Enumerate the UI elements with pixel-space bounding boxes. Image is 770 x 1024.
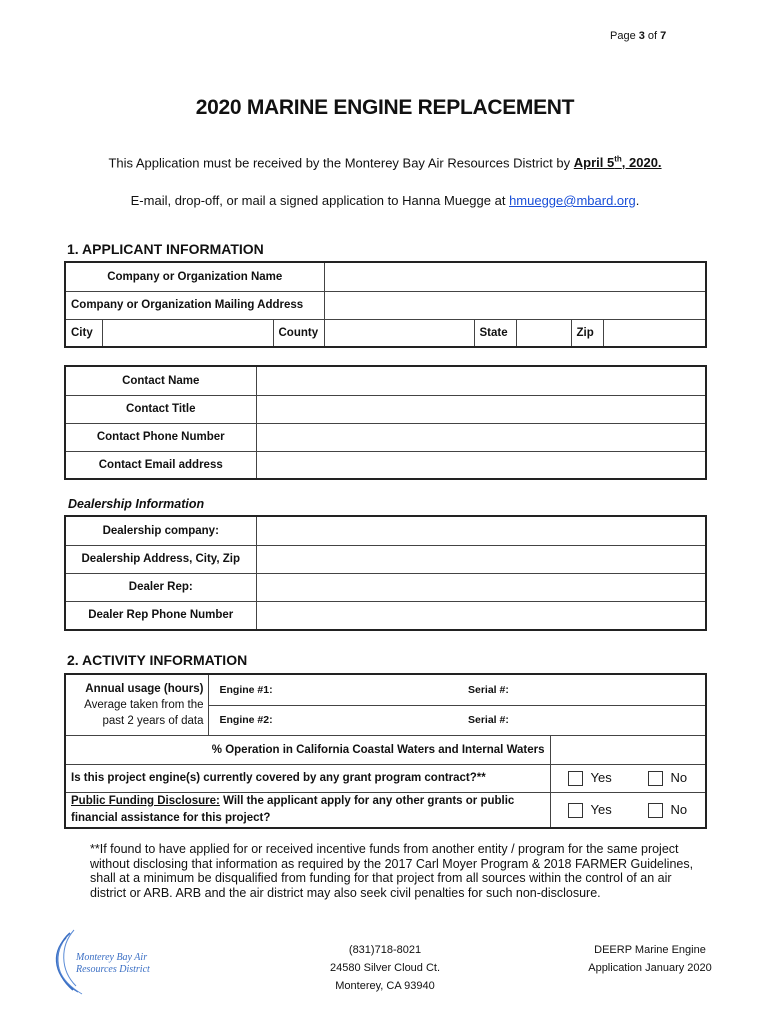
page-number: Page 3 of 7 xyxy=(610,30,667,42)
engine2-label: Engine #2: xyxy=(219,714,273,726)
contact-name-input[interactable] xyxy=(256,366,706,395)
public-funding-question: Public Funding Disclosure: Will the applicant apply for any other grants or public financial assistance for this project? xyxy=(65,792,550,828)
footer-street: 24580 Silver Cloud Ct. xyxy=(329,962,441,974)
annual-usage-label: Annual usage (hours) xyxy=(85,682,204,695)
dealership-company-label: Dealership company: xyxy=(65,516,256,545)
applicant-table xyxy=(64,261,707,348)
county-label: County xyxy=(273,319,324,347)
grant-answer xyxy=(550,764,706,792)
average-line1: Average taken from the xyxy=(84,698,204,711)
public-funding-label: Public Funding Disclosure: xyxy=(71,794,220,807)
footer-doc-info xyxy=(560,941,740,977)
activity-table xyxy=(64,673,707,829)
operation-input[interactable] xyxy=(550,735,706,764)
contact-table xyxy=(64,365,707,480)
annual-usage-cell xyxy=(65,674,208,735)
contact-email-label: Contact Email address xyxy=(65,451,256,479)
serial1-label: Serial #: xyxy=(468,683,509,696)
footer-doc-name: DEERP Marine Engine xyxy=(594,944,706,956)
contact-title-input[interactable] xyxy=(256,395,706,423)
state-label: State xyxy=(474,319,516,347)
dealership-address-label: Dealership Address, City, Zip xyxy=(65,545,256,573)
logo-swoosh-icon xyxy=(48,928,178,998)
engine1-row[interactable] xyxy=(208,674,706,705)
public-no-label: No xyxy=(670,801,688,817)
contact-title-label: Contact Title xyxy=(65,395,256,423)
dealership-table xyxy=(64,515,707,631)
mbard-logo xyxy=(48,928,178,998)
public-funding-answer xyxy=(550,792,706,828)
dealership-address-input[interactable] xyxy=(256,545,706,573)
org-address-input[interactable] xyxy=(324,291,706,319)
contact-phone-input[interactable] xyxy=(256,423,706,451)
section1-heading: 1. APPLICANT INFORMATION xyxy=(67,241,264,257)
contact-phone-label: Contact Phone Number xyxy=(65,423,256,451)
footer-city: Monterey, CA 93940 xyxy=(335,980,435,992)
dealership-heading: Dealership Information xyxy=(68,497,205,511)
email-link[interactable]: hmuegge@mbard.org xyxy=(509,193,636,208)
dealer-rep-phone-label: Dealer Rep Phone Number xyxy=(65,601,256,630)
dealer-rep-phone-input[interactable] xyxy=(256,601,706,630)
dealer-rep-label: Dealer Rep: xyxy=(65,573,256,601)
org-address-label: Company or Organization Mailing Address xyxy=(65,291,324,319)
grant-yes-label: Yes xyxy=(590,769,612,785)
deadline-line: This Application must be received by the Monterey Bay Air Resources District by April 5th, 2020. xyxy=(108,155,662,171)
public-yes-label: Yes xyxy=(590,801,612,817)
state-input[interactable] xyxy=(516,319,571,347)
footnote: **If found to have applied for or received incentive funds from another entity / program for the same project without disclosing that information as required by the 2017 Carl Moyer Program & 2018 FARMER Guidelines, shall at a minimum be disqualified from funding for that project from all sources within the control of an air district or ARB. ARB and the air district may also seek civil penalties for such non-disclosure. xyxy=(90,842,694,900)
section2-heading: 2. ACTIVITY INFORMATION xyxy=(67,652,248,668)
footer-address xyxy=(300,941,470,995)
contact-email-input[interactable] xyxy=(256,451,706,479)
grant-question: Is this project engine(s) currently covered by any grant program contract?** xyxy=(65,764,550,792)
grant-no-label: No xyxy=(670,769,688,785)
public-yes-checkbox[interactable] xyxy=(568,803,583,818)
county-input[interactable] xyxy=(324,319,474,347)
logo-line1: Monterey Bay Air xyxy=(76,952,148,963)
footer-doc-date: Application January 2020 xyxy=(588,962,712,974)
org-name-label: Company or Organization Name xyxy=(65,262,324,291)
grant-yes-checkbox[interactable] xyxy=(568,771,583,786)
zip-input[interactable] xyxy=(603,319,706,347)
operation-label: % Operation in California Coastal Waters and Internal Waters xyxy=(65,735,550,764)
submission-line: E-mail, drop-off, or mail a signed application to Hanna Muegge at hmuegge@mbard.org. xyxy=(130,193,640,208)
engine2-row[interactable] xyxy=(208,705,706,735)
average-line2: past 2 years of data xyxy=(102,714,204,727)
dealer-rep-input[interactable] xyxy=(256,573,706,601)
zip-label: Zip xyxy=(571,319,603,347)
city-input[interactable] xyxy=(102,319,273,347)
grant-no-checkbox[interactable] xyxy=(648,771,663,786)
dealership-company-input[interactable] xyxy=(256,516,706,545)
contact-name-label: Contact Name xyxy=(65,366,256,395)
serial2-label: Serial #: xyxy=(468,714,509,726)
engine1-label: Engine #1: xyxy=(219,683,273,696)
org-name-input[interactable] xyxy=(324,262,706,291)
page-title: 2020 MARINE ENGINE REPLACEMENT xyxy=(195,96,575,119)
footer-phone: (831)718-8021 xyxy=(348,944,422,956)
public-no-checkbox[interactable] xyxy=(648,803,663,818)
logo-line2: Resources District xyxy=(76,964,150,975)
city-label: City xyxy=(65,319,102,347)
